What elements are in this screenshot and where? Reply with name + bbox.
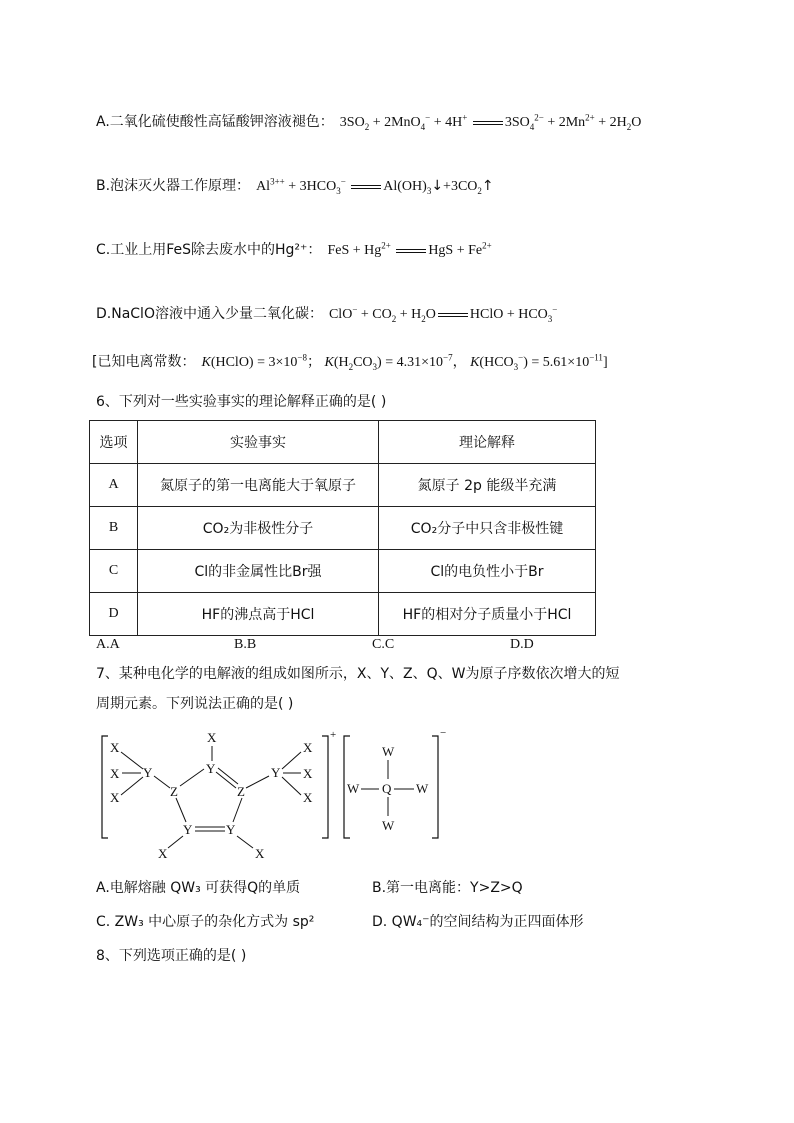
q6-row-d-option: D <box>90 593 138 636</box>
q6-row-c-explanation: Cl的电负性小于Br <box>379 550 596 593</box>
svg-text:+: + <box>330 729 337 741</box>
q5-option-c-equation: FeS + $Hg^{2+}$ HgS + $Fe^{2+}$ <box>327 240 492 258</box>
svg-text:W: W <box>347 781 360 796</box>
svg-text:W: W <box>382 744 395 759</box>
q8-question: 8、下列选项正确的是( ) <box>96 948 247 964</box>
svg-text:Z: Z <box>237 784 245 799</box>
q6-row-b-explanation: CO₂分子中只含非极性键 <box>379 507 596 550</box>
svg-text:Y: Y <box>143 765 153 780</box>
q7-option-c: C. ZW₃ 中心原子的杂化方式为 sp² <box>96 914 315 930</box>
q6-row-a-option: A <box>90 464 138 507</box>
q5-constants-expr: K(HClO) = $3\times 10^{-8}$； $K(H_2CO_3) = 4.31\times 10^{-7}$， $K(HCO_3^-) = 5.61\times 10^{-11}$] <box>201 352 608 372</box>
q6-row-d-fact: HF的沸点高于HCl <box>138 593 379 636</box>
svg-text:Q: Q <box>382 781 392 796</box>
q5-known-constants <box>92 352 608 373</box>
q6-row-c-option: C <box>90 550 138 593</box>
q6-table <box>89 420 596 636</box>
q5-option-b-equation: $Al^{3++} + 3HCO_3^-$ $Al(OH)_3↓+3CO_2↑$ <box>256 176 494 196</box>
q6-row-a-fact: 氮原子的第一电离能大于氧原子 <box>138 464 379 507</box>
q5-option-c <box>96 240 492 261</box>
q7-question-line2: 周期元素。下列说法正确的是( ) <box>96 696 294 712</box>
svg-text:W: W <box>416 781 429 796</box>
q6-header-explanation: 理论解释 <box>379 421 596 464</box>
q6-row-c-fact: Cl的非金属性比Br强 <box>138 550 379 593</box>
q6-row-a-explanation: 氮原子 2p 能级半充满 <box>379 464 596 507</box>
q6-row-b-fact: CO₂为非极性分子 <box>138 507 379 550</box>
svg-text:X: X <box>110 790 120 805</box>
q5-option-d-text: D.NaClO溶液中通入少量二氧化碳： <box>96 306 323 322</box>
q5-known-prefix: [已知电离常数： <box>92 354 196 370</box>
q7-option-a: A.电解熔融 QW₃ 可获得Q的单质 <box>96 880 301 896</box>
q7-option-b: B.第一电离能：Y>Z>Q <box>372 880 523 896</box>
q7-structure-diagram <box>96 724 456 864</box>
svg-text:X: X <box>303 766 313 781</box>
q6-row-b-option: B <box>90 507 138 550</box>
q6-option-a: A.A <box>96 637 120 652</box>
table-row <box>90 550 596 593</box>
q5-option-a-text: A.二氧化硫使酸性高锰酸钾溶液褪色： <box>96 114 334 130</box>
svg-text:−: − <box>440 727 447 739</box>
q5-option-b <box>96 176 494 197</box>
svg-text:X: X <box>158 846 168 861</box>
svg-text:X: X <box>303 740 313 755</box>
q7-question-line1: 7、某种电化学的电解液的组成如图所示，X、Y、Z、Q、W为原子序数依次增大的短 <box>96 666 620 682</box>
q5-option-a-equation: $3SO_2 + 2MnO_4^- + 4H^+$ $3SO_4^{2-} + 2Mn^{2+} + 2H_2O$ <box>339 112 642 132</box>
q6-option-b: B.B <box>234 637 257 652</box>
q5-option-d-equation: $ClO^- + CO_2 + H_2O$ HClO + $HCO_3^-$ <box>328 304 558 324</box>
svg-text:X: X <box>110 766 120 781</box>
table-row <box>90 464 596 507</box>
q6-option-d: D.D <box>510 637 534 652</box>
svg-text:Y: Y <box>271 765 281 780</box>
q5-option-a <box>96 112 641 133</box>
q5-option-d <box>96 304 557 325</box>
svg-text:X: X <box>207 730 217 745</box>
svg-text:X: X <box>110 740 120 755</box>
svg-text:W: W <box>382 818 395 833</box>
q7-option-d: D. QW₄⁻的空间结构为正四面体形 <box>372 914 584 930</box>
q6-option-c: C.C <box>372 637 395 652</box>
q5-option-b-text: B.泡沫灭火器工作原理： <box>96 178 251 194</box>
q6-header-fact: 实验事实 <box>138 421 379 464</box>
q6-question: 6、下列对一些实验事实的理论解释正确的是( ) <box>96 394 387 410</box>
svg-text:Y: Y <box>206 761 216 776</box>
svg-text:Z: Z <box>170 784 178 799</box>
q6-row-d-explanation: HF的相对分子质量小于HCl <box>379 593 596 636</box>
svg-text:X: X <box>303 790 313 805</box>
svg-text:Y: Y <box>183 822 193 837</box>
svg-text:X: X <box>255 846 265 861</box>
q5-option-c-text: C.工业上用FeS除去废水中的Hg²⁺： <box>96 242 322 258</box>
table-row <box>90 507 596 550</box>
q6-table-header <box>90 421 596 464</box>
table-row <box>90 593 596 636</box>
svg-text:Y: Y <box>226 822 236 837</box>
q6-header-option: 选项 <box>90 421 138 464</box>
